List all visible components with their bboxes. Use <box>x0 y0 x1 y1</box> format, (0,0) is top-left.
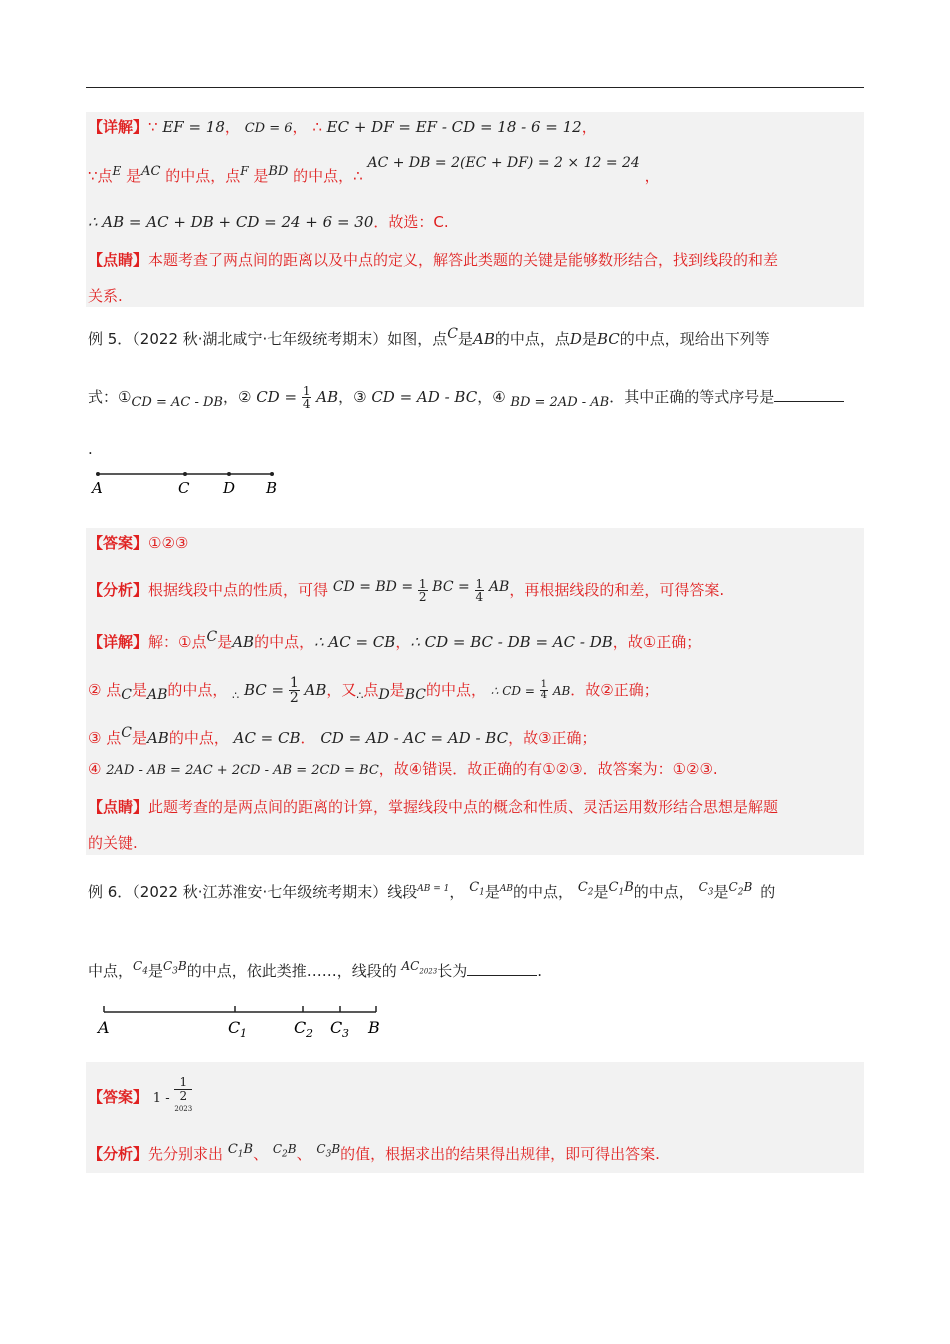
ex5-segment-figure <box>88 462 288 502</box>
point-d <box>227 472 231 476</box>
label-c: C <box>178 479 190 497</box>
answer-blank <box>774 387 844 402</box>
label-c3-sub: 3 <box>342 1027 349 1040</box>
ex5-note-1: 【点睛】此题考查的是两点间的距离的计算，掌握线段中点的概念和性质、灵活运用数形结合思想是解题 <box>88 798 779 816</box>
detail-line-1: 【详解】∵ EF = 18， CD = 6， ∴ EC + DF = EF - CD = 18 - 6 = 12， <box>88 118 597 136</box>
ex5-detail-2: ② 点$_C$是$_{AB}$的中点， $_\therefore$ BC = $\frac{1}{2}$ AB，又$_\therefore$点$_D$是$_{BC}$的中点， ∴ CD = $\frac{1}{4}$ AB．故②正确； <box>88 675 659 706</box>
label-d: D <box>223 479 236 497</box>
label-c3: C <box>330 1018 343 1037</box>
point-b <box>270 472 274 476</box>
label-b: B <box>266 479 278 497</box>
note-line-2: 关系. <box>88 287 123 305</box>
ex6-question-line-2: 中点，$^{C_4}$是$^{C_3B}$的中点，依此类推……，线段的 $^{AC_{2023}}$长为 . <box>88 959 542 980</box>
label-a: A <box>98 1018 110 1037</box>
note-line-1: 【点睛】本题考查了两点间的距离以及中点的定义，解答此类题的关键是能够数形结合，找到线段的和差 <box>88 251 779 269</box>
header-rule <box>86 87 864 88</box>
ex5-analysis: 【分析】根据线段中点的性质，可得 CD = BD = $\frac{1}{2}$ BC = $\frac{1}{4}$ AB，再根据线段的和差，可得答案. <box>88 577 725 604</box>
label-c2: C <box>294 1018 307 1037</box>
label-c2-sub: 2 <box>306 1027 313 1040</box>
ex5-detail-3: ③ 点$^C$是AB的中点， AC = CB． CD = AD - AC = AD - BC，故③正确； <box>88 725 597 747</box>
detail-line-2: ∵点$^E$ 是$^{AC}$ 的中点，点$^F$ 是$^{BD}$ 的中点，∴ AC + DB = 2(EC + DF) = 2 × 12 = 24 ， <box>88 155 660 185</box>
detail-line-3: ∴ AB = AC + DB + CD = 24 + 6 = 30．故选：C. <box>88 213 449 231</box>
fraction: $\frac{1}{4}$ <box>302 384 311 411</box>
ex5-detail-4: ④ 2AD - AB = 2AC + 2CD - AB = 2CD = BC，故④错误．故正确的有①②③．故答案为：①②③. <box>88 760 718 778</box>
ex5-detail-1: 【详解】解：①点$^C$是AB的中点，∴ AC = CB，∴ CD = BC - DB = AC - DB，故①正确； <box>88 629 702 651</box>
label-c1: C <box>228 1018 241 1037</box>
ex5-question-line-1: 例 5．（2022 秋·湖北咸宁·七年级统考期末）如图，点$^C$是AB的中点，点D是BC的中点，现给出下列等 <box>88 326 770 348</box>
answer-blank <box>467 961 537 976</box>
point-a <box>96 472 100 476</box>
fraction: $\frac{1}{4}$ <box>475 577 484 604</box>
label-a: A <box>92 479 103 497</box>
point-c <box>183 472 187 476</box>
ex5-question-line-2: 式：$①_{CD = AC - DB}$，② CD = $\frac{1}{4}$ AB，③ CD = AD - BC，④ $_{BD = 2AD - AB}$．其中正确的等式序号是 <box>88 385 844 414</box>
fraction: $\frac{1}{2}$ <box>418 577 427 604</box>
ex5-note-2: 的关键. <box>88 834 138 852</box>
ex5-question-end: . <box>88 440 93 458</box>
label-b: B <box>368 1018 380 1037</box>
detail-tag: 【详解】 <box>88 118 149 136</box>
ex6-analysis: 【分析】先分别求出 $^{C_1B}$、 $^{C_2B}$、 $^{C_3B}$的值，根据求出的结果得出规律，即可得出答案. <box>88 1142 660 1163</box>
fraction: $\frac{1}{2}$ <box>289 675 299 706</box>
fraction: $\frac{1}{4}$ <box>540 679 548 701</box>
ex6-segment-figure <box>88 1000 398 1044</box>
note-tag: 【点睛】 <box>88 251 149 269</box>
ex6-answer: 【答案】 1 - 1 2 $^{2023}$ <box>88 1076 192 1119</box>
fraction: 1 2 $^{2023}$ <box>174 1075 193 1113</box>
solution-box-ex4 <box>86 112 864 307</box>
ex6-question-line-1: 例 6．（2022 秋·江苏淮安·七年级统考期末）线段$^{AB = 1}$， $^{C_1}$是$^{AB}$的中点， $^{C_2}$是$^{C_1B}$的中点， $^{C_3}$是$^{C_2B}$ 的 <box>88 880 776 901</box>
label-c1-sub: 1 <box>240 1027 247 1040</box>
ex5-answer: 【答案】①②③ <box>88 534 189 552</box>
